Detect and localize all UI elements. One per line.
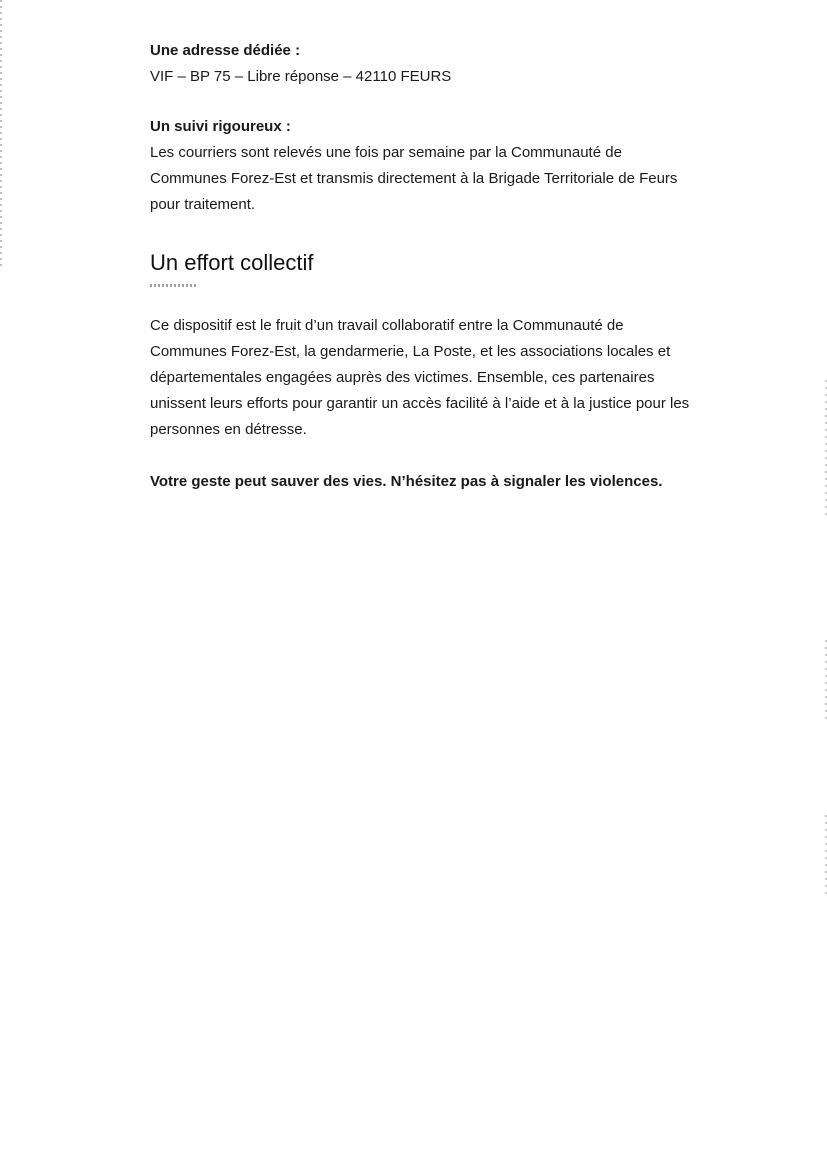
collective-section xyxy=(150,248,690,443)
closing-statement: Votre geste peut sauver des vies. N’hésitez pas à signaler les violences. xyxy=(150,473,663,490)
address-section xyxy=(150,38,690,90)
collective-text: Ce dispositif est le fruit d’un travail collaboratif entre la Communauté de Communes Forez-Est, la gendarmerie, La Poste, et les associations locales et départementales engagées auprès des victimes. Ensemble, ces partenaires unissent leurs efforts pour garantir un accès facilité à l’aide et à la justice pour les personnes en détresse. xyxy=(150,317,690,438)
address-title: Une adresse dédiée : xyxy=(150,42,301,59)
followup-text: Les courriers sont relevés une fois par semaine par la Communauté de Communes Forez-Est et transmis directement à la Brigade Territoriale de Feurs pour traitement. xyxy=(150,144,678,213)
scan-edge-marks-left xyxy=(0,0,2,270)
followup-title: Un suivi rigoureux : xyxy=(150,118,291,135)
address-text: VIF – BP 75 – Libre réponse – 42110 FEURS xyxy=(150,68,452,85)
collective-heading: Un effort collectif xyxy=(150,250,314,275)
heading-underline xyxy=(150,284,196,287)
followup-section xyxy=(150,114,690,218)
document-body xyxy=(150,38,690,510)
